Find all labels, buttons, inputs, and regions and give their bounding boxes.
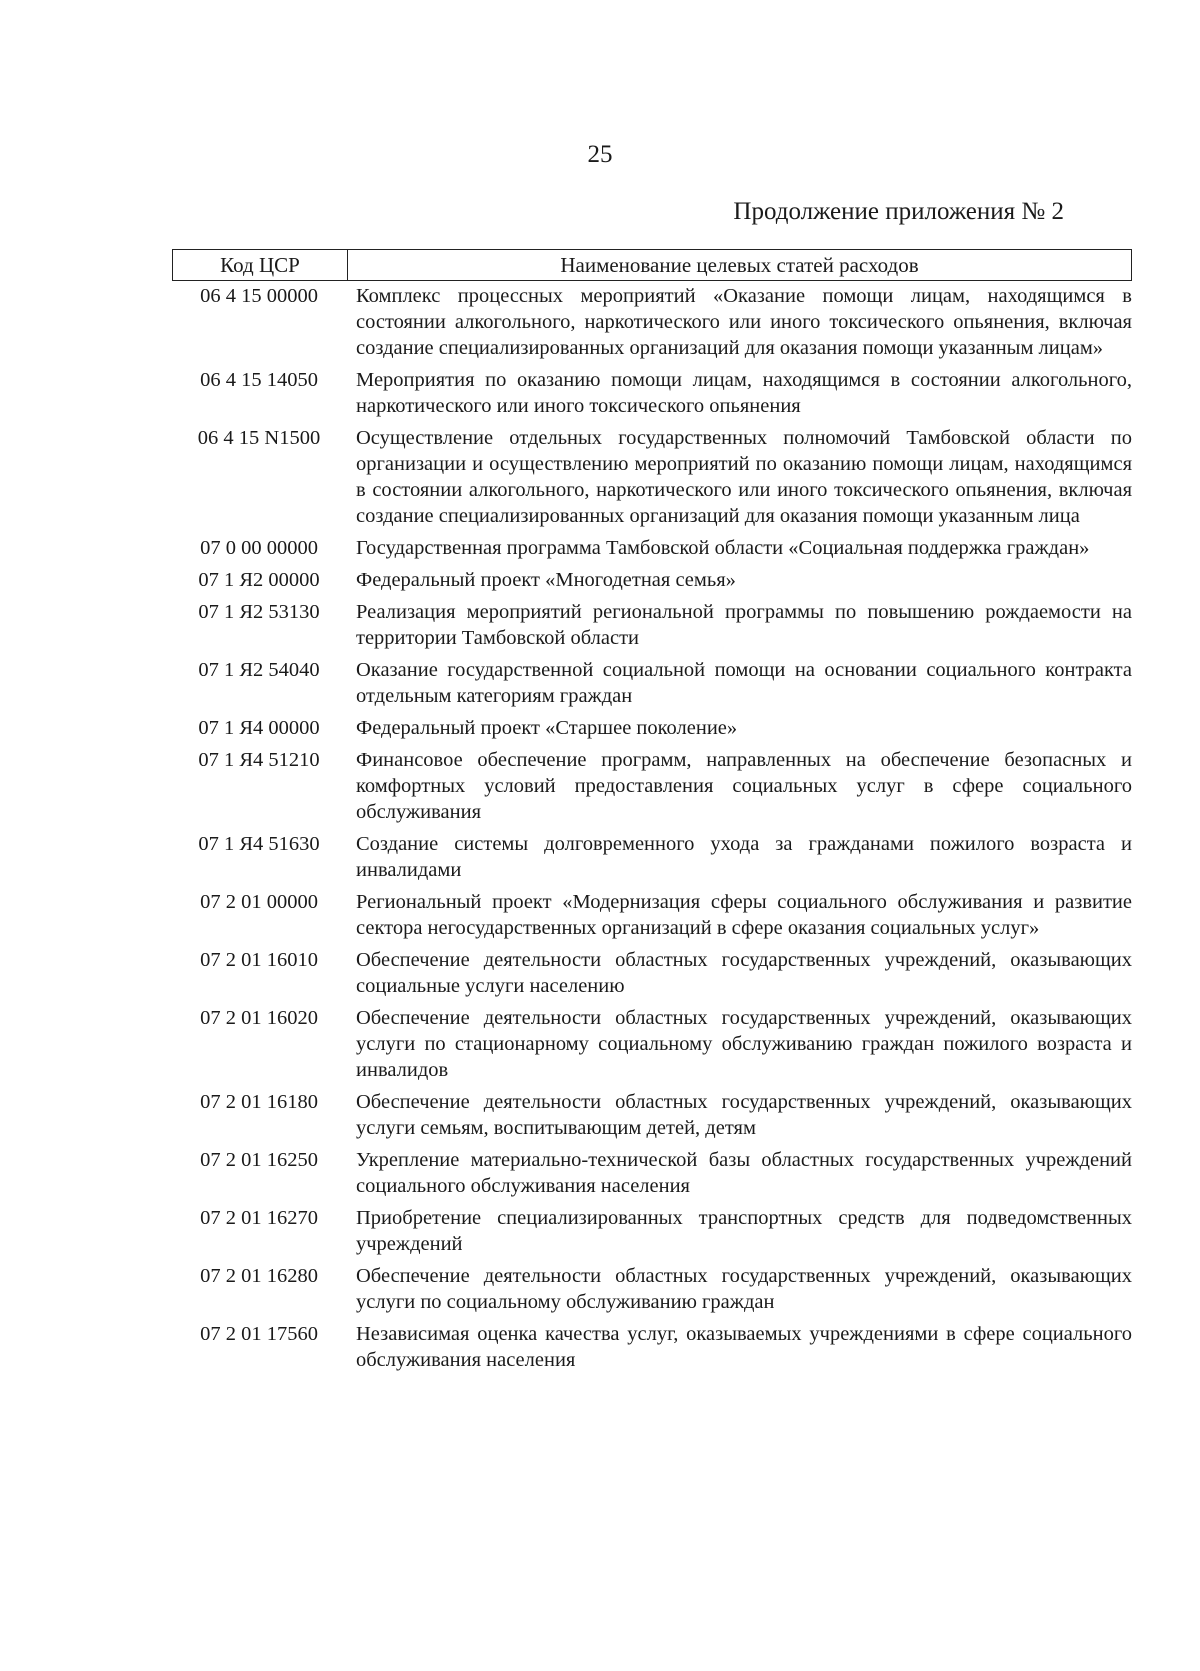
table-body <box>172 283 1132 1373</box>
row-code: 07 1 Я4 51630 <box>198 833 320 855</box>
row-code: 07 2 01 16180 <box>200 1091 318 1113</box>
row-code: 07 2 01 00000 <box>200 891 318 913</box>
row-name: Государственная программа Тамбовской области «Социальная поддержка граждан» <box>356 537 1090 559</box>
row-code: 07 2 01 16250 <box>200 1149 318 1171</box>
table-row <box>172 1205 1132 1257</box>
table-row <box>172 367 1132 419</box>
row-code: 07 1 Я2 53130 <box>198 601 320 623</box>
table-row <box>172 1321 1132 1373</box>
row-code: 07 2 01 17560 <box>200 1323 318 1345</box>
row-name: Финансовое обеспечение программ, направленных на обеспечение безопасных и комфортных условий предоставления социальных услуг в сфере социального обслуживания <box>356 749 1132 823</box>
row-name: Независимая оценка качества услуг, оказываемых учреждениями в сфере социального обслуживания населения <box>356 1323 1132 1371</box>
row-name: Обеспечение деятельности областных государственных учреждений, оказывающих услуги семьям, воспитывающим детей, детям <box>356 1091 1132 1139</box>
table-row <box>172 1089 1132 1141</box>
row-code: 07 1 Я4 51210 <box>198 749 320 771</box>
row-name: Мероприятия по оказанию помощи лицам, находящимся в состоянии алкогольного, наркотического или иного токсического опьянения <box>356 369 1132 417</box>
table-row <box>172 283 1132 361</box>
table-row <box>172 747 1132 825</box>
row-name: Приобретение специализированных транспортных средств для подведомственных учреждений <box>356 1207 1132 1255</box>
row-name: Федеральный проект «Старшее поколение» <box>356 717 738 739</box>
row-name: Обеспечение деятельности областных государственных учреждений, оказывающих услуги по социальному обслуживанию граждан <box>356 1265 1132 1313</box>
header-name: Наименование целевых статей расходов <box>560 253 919 277</box>
row-name: Оказание государственной социальной помощи на основании социального контракта отдельным категориям граждан <box>356 659 1132 707</box>
header-code: Код ЦСР <box>173 250 348 280</box>
continuation-title: Продолжение приложения № 2 <box>733 198 1064 225</box>
table-row <box>172 1263 1132 1315</box>
row-code: 06 4 15 00000 <box>200 285 318 307</box>
row-name: Обеспечение деятельности областных государственных учреждений, оказывающих социальные услуги населению <box>356 949 1132 997</box>
row-name: Региональный проект «Модернизация сферы социального обслуживания и развитие сектора негосударственных организаций в сфере оказания социальных услуг» <box>356 891 1132 939</box>
row-code: 07 1 Я2 54040 <box>198 659 320 681</box>
row-code: 06 4 15 14050 <box>200 369 318 391</box>
row-name: Федеральный проект «Многодетная семья» <box>356 569 736 591</box>
row-name: Создание системы долговременного ухода за гражданами пожилого возраста и инвалидами <box>356 833 1132 881</box>
page-number: 25 <box>587 141 613 168</box>
table-row <box>172 425 1132 529</box>
row-code: 07 0 00 00000 <box>200 537 318 559</box>
table-row <box>172 1005 1132 1083</box>
row-code: 06 4 15 N1500 <box>197 427 321 449</box>
table-row <box>172 599 1132 651</box>
table-row <box>172 535 1132 561</box>
row-code: 07 1 Я2 00000 <box>198 569 320 591</box>
table-row <box>172 1147 1132 1199</box>
row-name: Осуществление отдельных государственных полномочий Тамбовской области по организации и осуществлению мероприятий по оказанию помощи лицам, находящимся в состоянии алкогольного, наркотического или иного токсического опьянения, включая создание специализированных организаций для оказания помощи указанным лица <box>356 427 1132 527</box>
row-code: 07 1 Я4 00000 <box>198 717 320 739</box>
row-code: 07 2 01 16280 <box>200 1265 318 1287</box>
budget-codes-table <box>172 249 1132 1379</box>
table-header <box>172 249 1132 281</box>
table-row <box>172 831 1132 883</box>
row-code: 07 2 01 16270 <box>200 1207 318 1229</box>
table-row <box>172 889 1132 941</box>
table-row <box>172 715 1132 741</box>
table-row <box>172 657 1132 709</box>
row-name: Комплекс процессных мероприятий «Оказание помощи лицам, находящимся в состоянии алкогольного, наркотического или иного токсического опьянения, включая создание специализированных организаций для оказания помощи указанным лицам» <box>356 285 1132 359</box>
row-code: 07 2 01 16020 <box>200 1007 318 1029</box>
row-name: Обеспечение деятельности областных государственных учреждений, оказывающих услуги по стационарному социальному обслуживанию граждан пожилого возраста и инвалидов <box>356 1007 1132 1081</box>
row-code: 07 2 01 16010 <box>200 949 318 971</box>
table-row <box>172 947 1132 999</box>
row-name: Укрепление материально-технической базы областных государственных учреждений социального обслуживания населения <box>356 1149 1132 1197</box>
table-row <box>172 567 1132 593</box>
row-name: Реализация мероприятий региональной программы по повышению рождаемости на территории Тамбовской области <box>356 601 1132 649</box>
